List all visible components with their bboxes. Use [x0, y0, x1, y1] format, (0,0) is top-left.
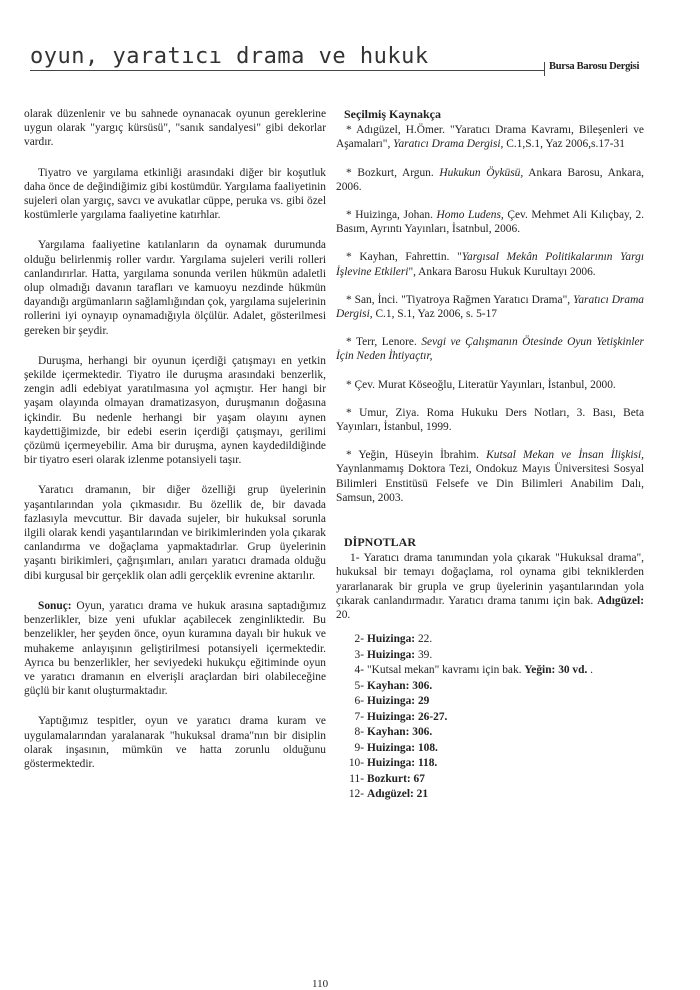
page-number: 110 [312, 978, 329, 990]
reference-item: * Yeğin, Hüseyin İbrahim. Kutsal Mekan ve İnsan İlişkisi, Yaynlanmamış Doktora Tezi, Ondokuz Mayıs Üniversitesi Sosyal Bilimleri Enstitüsü Felsefe ve Din Bilimleri Anabilim Dalı, Samsun, 2003. [336, 449, 645, 504]
right-column [336, 107, 644, 803]
reference-item: * Çev. Murat Köseoğlu, Literatür Yayınları, İstanbul, 2000. [346, 378, 616, 391]
paragraph: Duruşma, herhangi bir oyunun içerdiği çatışmayı en yetkin şekilde içermektedir. Tiyatro ile duruşma arasındaki benzerlik, zengin adli edebiyat yaratılmasına yol açmıştır. Her hangi bir yaşam olayında olmayan dramatizasyon, duruşmanın doğasına içkindir. Bu nedenle herhangi bir yaşam olayını aynen kaydettiğimizde, bir edebi eserin içerdiği çatışmayı, gerilimi çözümü içermeyebilir. Ama bir duruşma, aynen kaydedildiğinde bir tiyatro eseri olarak izlenme potansiyeli taşır. [24, 354, 326, 467]
closing-paragraph: Yaptığımız tespitler, oyun ve yaratıcı drama kuram ve uygulamalarından yaralanarak "hukuksal drama"nın bir disiplin olarak inşasının, mümkün ve hatta zorunlu olduğunu göstermektedir. [24, 715, 326, 770]
references-heading: Seçilmiş Kaynakça [344, 107, 442, 121]
reference-item: * Umur, Ziya. Roma Hukuku Ders Notları, 3. Bası, Beta Yayınları, İstanbul, 1999. [336, 406, 644, 434]
footnote-item: 12- Adıgüzel: 21 [348, 788, 429, 801]
footnote-1: 1- Yaratıcı drama tanımından yola çıkarak "Hukuksal drama", hukuksal bir temayı doğaçlama, rol oynama gibi tekniklerden yararlanarak bir grupla ve grup üyelerinin yaşantılarından yola çıkarak canlandırmadır. Yaratıcı drama tanımı için bak. Adıgüzel: 20. [336, 552, 644, 622]
reference-item: * Terr, Lenore. Sevgi ve Çalışmanın Ötesinde Oyun Yetişkinler İçin Neden İhtiyaçtır, [336, 336, 644, 363]
footnote-item: 9- Huizinga: 108. [354, 741, 438, 754]
footnote-item: 4- "Kutsal mekan" kavramı için bak. Yeğin: 30 vd. . [354, 664, 594, 677]
header-rule [30, 70, 544, 71]
reference-item: * San, İnci. "Tiyatroya Rağmen Yaratıcı Drama", Yaratıcı Drama Dergisi, C.1, S.1, Yaz 2006, s. 5-17 [336, 293, 644, 321]
reference-item: * Bozkurt, Argun. Hukukun Öyküsü, Ankara Barosu, Ankara, 2006. [336, 166, 645, 193]
footnote-item: 6- Huizinga: 29 [354, 695, 430, 708]
journal-name: Bursa Barosu Dergisi [549, 61, 640, 72]
footnotes-list [336, 632, 644, 803]
footnote-item: 8- Kayhan: 306. [354, 726, 433, 739]
footnote-item: 11- Bozkurt: 67 [349, 772, 425, 785]
conclusion-label: Sonuç: [38, 599, 72, 612]
footnote-item: 10- Huizinga: 118. [348, 757, 438, 770]
conclusion-paragraph [24, 599, 326, 698]
conclusion-text: Oyun, yaratıcı drama ve hukuk arasına saptadığımız benzerlikler, bize yeni ufuklar açabilecek zenginliktedir. Bu benzelikler, her şeyden önce, oyun kuramına dayalı bir hukuk ve muhakeme anlayışının geliştirilmesi potansiyeli içermektedir. Ayrıca bu benzerlikler, her seviyedeki hukukçu eğitiminde oyun ve yaratıcı dramanın en elverişli araçlardan biri olabileceğine güçlü bir kanıt oluşturmaktadır. [24, 599, 326, 698]
article-title: oyun, yaratıcı drama ve hukuk [30, 44, 429, 69]
paragraph: Yargılama faaliyetine katılanların da oynamak durumunda olduğu belirlenmiş roller vardır. Yargılama sujeleri verili rolleri canlandırırlar. Hatta, yargılama sonunda verilen hükmün adaletli olup olmadığı davanın tarafları ve kamuoyu nezdinde hükmün dayandığı argümanların sağlamlığından çok, yargılama sujelerinin rollerini iyi oynayıp oynamadığıyla ölçülür. Adalet, gösterilmesi gereken bir şeydir. [24, 239, 326, 337]
footnote-item: 7- Huizinga: 26-27. [354, 710, 448, 723]
reference-item: * Kayhan, Fahrettin. "Yargısal Mekân Politikalarının Yargı İşlevine Etkileri", Ankara Barosu Hukuk Kurultayı 2006. [336, 251, 644, 278]
reference-item: * Huizinga, Johan. Homo Ludens, Çev. Mehmet Ali Kılıçbay, 2. Basım, Ayrıntı Yayınları, İsatnbul, 2006. [336, 209, 645, 236]
paragraph: Yaratıcı dramanın, bir diğer özelliği grup üyelerinin yaşantılarından yola çıkmasıdır. Bu özellik de, bir davada fazlasıyla mevcuttur. Bir davada sujeler, bir hukuksal sorunla ilgili olarak kendi yaşantılarından ve birikimlerinden yola çıkarak canlandırma ve doğaçlama yapmaktadırlar. Grup üyelerinin yaşantı birikimleri, çağrışımları, anıları yaratıcı dramada olduğu dibi kurgusal bir gerçeklik olan adli gerçeklik evrenine aktarılır. [24, 484, 326, 582]
header-divider [544, 62, 545, 76]
references-list [336, 123, 644, 505]
footnotes-heading: DİPNOTLAR [344, 535, 417, 550]
footnote-item: 5- Kayhan: 306. [354, 679, 433, 692]
paragraph: olarak düzenlenir ve bu sahnede oynanacak oyunun gereklerine uygun olarak "yargıç kürsüsü", "sanık sandalyesi" gibi dekorlar vardır. [24, 108, 326, 149]
footnote-item: 2- Huizinga: 22. [354, 633, 433, 646]
reference-item: * Adıgüzel, H.Ömer. "Yaratıcı Drama Kavramı, Bileşenleri ve Aşamaları", Yaratıcı Drama Dergisi, C.1,S.1, Yaz 2006,s.17-31 [336, 124, 644, 151]
footnote-item: 3- Huizinga: 39. [354, 648, 433, 661]
left-column [24, 107, 326, 787]
paragraph: Tiyatro ve yargılama etkinliği arasındaki diğer bir koşutluk daha önce de değindiğimiz gibi kostümdür. Yargılama faaliyetinin sujeleri olan yargıç, savcı ve avukatlar cüppe, peruka vs. gibi özel kostümlerle yargılama faaliyetine katırhlar. [24, 166, 326, 222]
